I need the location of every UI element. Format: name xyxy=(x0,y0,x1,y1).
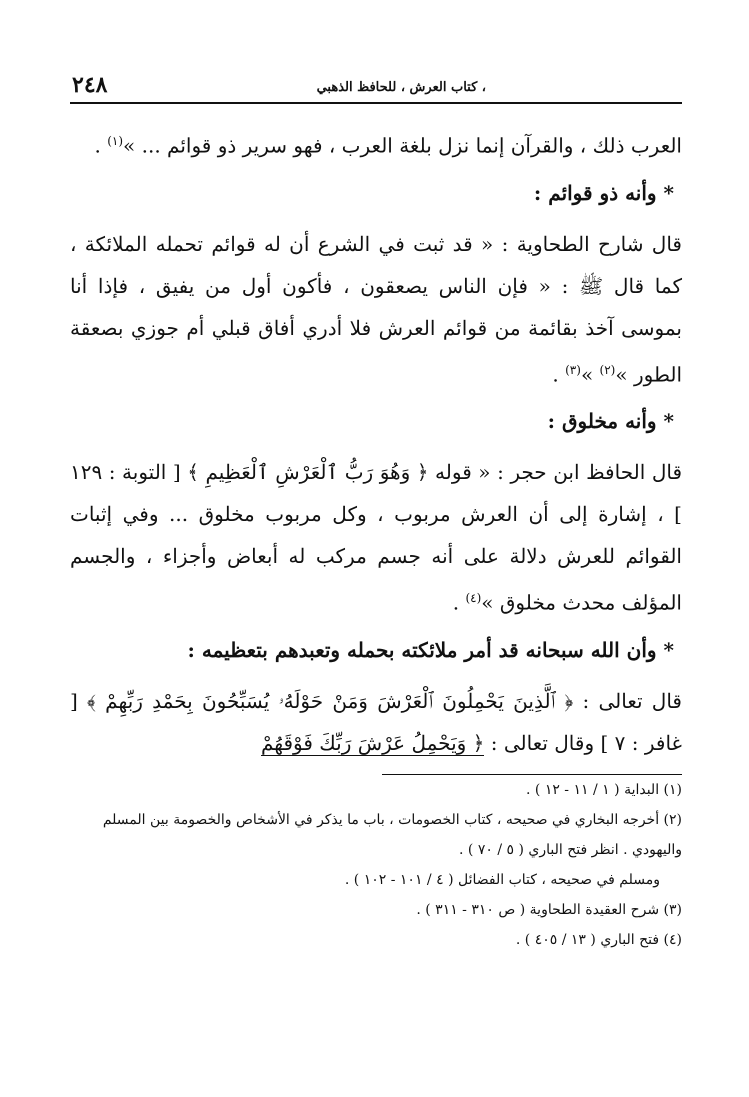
page-header xyxy=(70,72,682,104)
paragraph-2-end: . xyxy=(552,362,566,387)
footnote-1: (١) البداية ( ١ / ١١ - ١٢ ) . xyxy=(526,781,682,798)
paragraph-2 xyxy=(70,223,682,396)
paragraph-3-text: قال الحافظ ابن حجر : « قوله ﴿ وَهُوَ رَبُّ ٱلْعَرْشِ ٱلْعَظِيمِ ﴾ [ التوبة : ١٢٩ ] ، إشارة إلى أن العرش مربوب ، وكل مربوب مخلوق ... وفي إثبات القوائم للعرش دلالة على أنه جسم مركب له أبعاض وأجزاء ، والجسم المؤلف محدث مخلوق » xyxy=(70,460,682,615)
underlined-verse: ﴿ وَيَحْمِلُ عَرْشَ رَبِّكَ فَوْقَهُمْ xyxy=(260,730,485,755)
heading-created: * وأنه مخلوق : xyxy=(547,409,674,434)
paragraph-2-text: قال شارح الطحاوية : « قد ثبت في الشرع أن له قوائم تحمله الملائكة ، كما قال ﷺ : « فإن الناس يصعقون ، فأكون أول من يفيق ، فإذا أنا بموسى آخذ بقائمة من قوائم العرش فلا أدري أفاق قبلي أم جوزي بصعقة الطور » xyxy=(70,231,682,387)
paragraph-3-end: . xyxy=(452,590,466,615)
paragraph-1-end: . xyxy=(94,133,108,158)
paragraph-4-text: قال تعالى : ﴿ ٱلَّذِينَ يَحْمِلُونَ ٱلْعَرْشَ وَمَنْ حَوْلَهُۥ يُسَبِّحُونَ بِحَمْدِ رَبِّهِمْ ﴾ [ غافر : ٧ ] وقال تعالى : xyxy=(70,688,682,755)
paragraph-3 xyxy=(70,451,682,624)
footnote-ref-4: (٤) xyxy=(465,591,482,606)
footnote-4: (٤) فتح الباري ( ١٣ / ٤٠٥ ) . xyxy=(515,931,682,948)
paragraph-1-text: العرب ذلك ، والقرآن إنما نزل بلغة العرب ، فهو سرير ذو قوائم ... » xyxy=(123,133,682,158)
footnote-ref-2: (٢) xyxy=(599,362,616,377)
page-number: ٢٤٨ xyxy=(72,72,108,98)
footnote-ref-1: (١) xyxy=(107,134,124,148)
paragraph-2-mid: » xyxy=(580,362,600,387)
paragraph-4 xyxy=(70,680,682,764)
heading-angels-carry: * وأن الله سبحانه قد أمر ملائكته بحمله وتعبدهم بتعظيمه : xyxy=(187,637,674,662)
running-title: ، كتاب العرش ، للحافظ الذهبي xyxy=(316,80,486,95)
footnote-2-continued: ومسلم في صحيحه ، كتاب الفضائل ( ٤ / ١٠١ - ١٠٢ ) . xyxy=(344,871,660,888)
heading-has-legs: * وأنه ذو قوائم : xyxy=(533,180,674,205)
footnote-2: (٢) أخرجه البخاري في صحيحه ، كتاب الخصومات ، باب ما يذكر في الأشخاص والخصومة بين المسلم واليهودي . انظر فتح الباري ( ٥ / ٧٠ ) . xyxy=(102,811,682,858)
book-page xyxy=(70,72,682,955)
paragraph-1 xyxy=(70,120,682,167)
main-text xyxy=(70,120,682,764)
footnote-3: (٣) شرح العقيدة الطحاوية ( ص ٣١٠ - ٣١١ ) . xyxy=(416,901,682,918)
footnotes xyxy=(70,775,682,955)
footnote-ref-3: (٣) xyxy=(565,362,581,377)
